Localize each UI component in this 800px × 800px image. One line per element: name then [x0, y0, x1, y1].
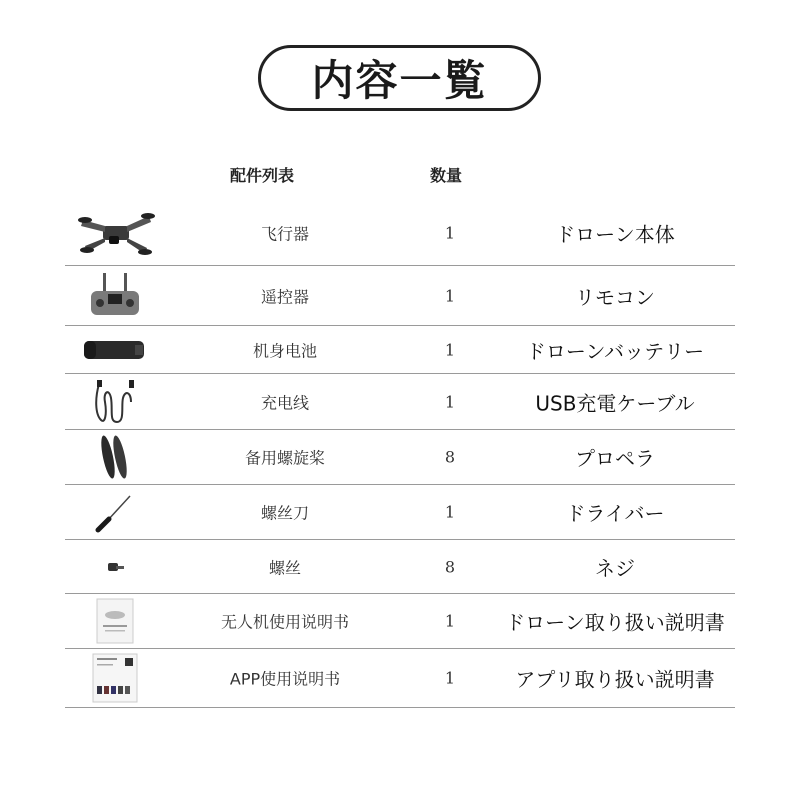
contents-table — [65, 200, 735, 708]
screw-icon — [65, 540, 165, 593]
usb-cable-icon — [65, 374, 165, 429]
item-name-cn: 备用螺旋桨 — [244, 448, 325, 468]
battery-icon — [65, 326, 165, 373]
item-name-jp: アプリ取り扱い説明書 — [515, 667, 715, 692]
screwdriver-icon — [65, 485, 165, 539]
item-quantity: 1 — [444, 668, 456, 688]
item-name-jp: ドローン取り扱い説明書 — [505, 610, 725, 635]
item-quantity: 1 — [444, 611, 456, 631]
item-quantity: 1 — [444, 502, 456, 522]
item-name-cn: 螺丝刀 — [260, 503, 309, 523]
remote-controller-icon — [65, 266, 165, 325]
table-row — [65, 540, 735, 594]
item-quantity: 1 — [444, 340, 456, 359]
item-name-cn: 无人机使用说明书 — [220, 612, 349, 632]
header-parts: 配件列表 — [230, 166, 295, 185]
drone-manual-icon — [65, 594, 165, 648]
header-quantity: 数量 — [430, 166, 463, 185]
table-row — [65, 374, 735, 430]
page-title: 内容一覧 — [311, 56, 488, 105]
table-row — [65, 649, 735, 708]
item-name-jp: リモコン — [575, 285, 655, 309]
item-quantity: 8 — [444, 557, 456, 576]
drone-icon — [65, 200, 165, 265]
item-name-cn: APP使用说明书 — [229, 669, 341, 689]
table-row — [65, 326, 735, 374]
item-name-jp: ドローンバッテリー — [525, 339, 705, 363]
item-name-jp: ドローン本体 — [555, 222, 675, 246]
item-name-cn: 充电线 — [260, 393, 309, 412]
item-name-cn: 机身电池 — [252, 341, 317, 360]
propeller-icon — [65, 430, 165, 484]
item-quantity: 1 — [444, 286, 456, 305]
item-quantity: 1 — [444, 392, 456, 411]
item-quantity: 8 — [444, 447, 456, 467]
table-row — [65, 430, 735, 485]
title-banner — [258, 45, 541, 111]
item-name-jp: USB充電ケーブル — [535, 391, 695, 415]
item-quantity: 1 — [444, 223, 456, 242]
table-row — [65, 200, 735, 266]
table-row — [65, 266, 735, 326]
item-name-cn: 遥控器 — [260, 287, 309, 306]
item-name-jp: ドライバー — [565, 501, 665, 526]
item-name-jp: ネジ — [595, 556, 635, 580]
app-manual-icon — [65, 649, 165, 707]
table-row — [65, 485, 735, 540]
item-name-jp: プロペラ — [575, 446, 655, 471]
item-name-cn: 飞行器 — [260, 224, 309, 243]
table-row — [65, 594, 735, 649]
item-name-cn: 螺丝 — [268, 558, 301, 577]
